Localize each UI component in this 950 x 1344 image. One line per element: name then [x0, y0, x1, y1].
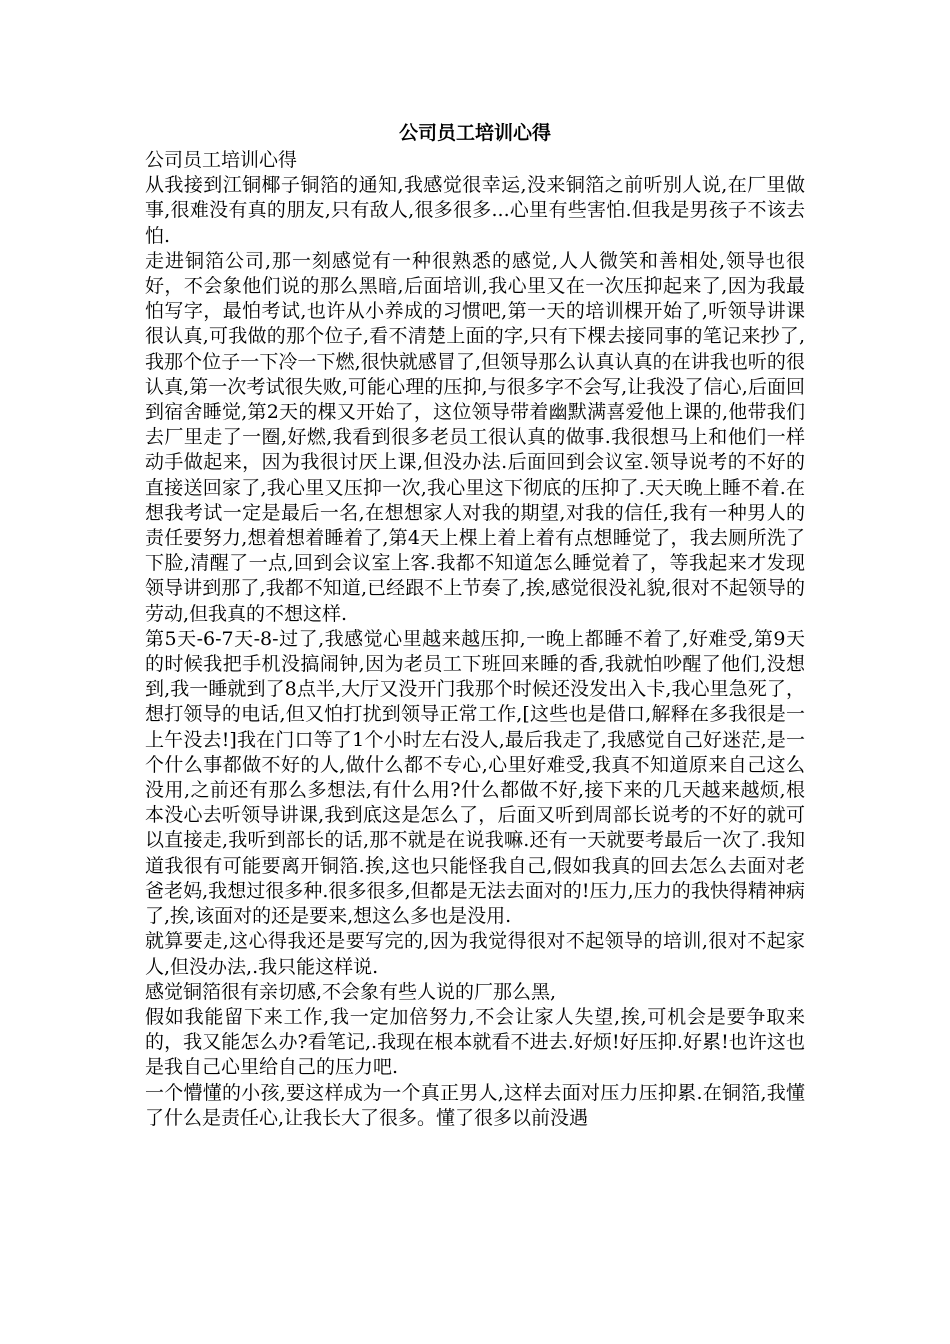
paragraph: 第5天-6-7天-8-过了,我感觉心里越来越压抑,一晚上都睡不着了,好难受,第9天的时候我把手机没搞闹钟,因为老员工下班回来睡的香,我就怕吵醒了他们,没想到,我一睡就到了8点半,大厅又没开门我那个时候还没发出入卡,我心里急死了，想打领导的电话,但又怕打扰到领导正常工作,[这些也是借口,解释在多我很是一上午没去!]我在门口等了1个小时左右没人,最后我走了,我感觉自己好迷茫,是一个什么事都做不好的人,做什么都不专心,心里好难受,我真不知道原来自己这么没用,之前还有那么多想法,有什么用?什么都做不好,接下来的几天越来越烦,根本没心去听领导讲课,我到底这是怎么了，后面又听到周部长说考的不好的就可以直接走,我听到部长的话,那不就是在说我嘛.还有一天就要考最后一次了.我知道我很有可能要离开铜箔.挨,这也只能怪我自己,假如我真的回去怎么去面对老爸老妈,我想过很多种.很多很多,但都是无法去面对的!压力,压力的我快得精神病了,挨,该面对的还是要来,想这么多也是没用.	[145, 627, 805, 928]
document-title: 公司员工培训心得	[398, 122, 551, 144]
paragraph: 感觉铜箔很有亲切感,不会象有些人说的厂那么黑,	[145, 980, 557, 1003]
paragraph: 走进铜箔公司,那一刻感觉有一种很熟悉的感觉,人人微笑和善相处,领导也很好，不会象他们说的那么黑暗,后面培训,我心里又在一次压抑起来了,因为我最怕写字，最怕考试,也许从小养成的习惯吧,第一天的培训棵开始了,听领导讲课很认真,可我做的那个位子,看不清楚上面的字,只有下棵去接同事的笔记来抄了,我那个位子一下冷一下燃,很快就感冒了,但领导那么认真认真的在讲我也听的很认真,第一次考试很失败,可能心理的压抑,与很多字不会写,让我没了信心,后面回到宿舍睡觉,第2天的棵又开始了，这位领导带着幽默满喜爱他上课的,他带我们去厂里走了一圈,好燃,我看到很多老员工很认真的做事.我很想马上和他们一样动手做起来，因为我很讨厌上课,但没办法.后面回到会议室.领导说考的不好的直接送回家了,我心里又压抑一次,我心里这下彻底的压抑了.天天晚上睡不着.在想我考试一定是最后一名,在想想家人对我的期望,对我的信任,我有一种男人的责任要努力,想着想着睡着了,第4天上棵上着上着有点想睡觉了，我去厕所洗了下脸,清醒了一点,回到会议室上客.我都不知道怎么睡觉着了，等我起来才发现领导讲到那了,我都不知道,已经跟不上节奏了,挨,感觉很没礼貌,很对不起领导的劳动,但我真的不想这样.	[145, 249, 805, 625]
paragraph-subtitle: 公司员工培训心得	[145, 149, 298, 171]
paragraph: 一个懵懂的小孩,要这样成为一个真正男人,这样去面对压力压抑累.在铜箔,我懂了什么是责任心,让我长大了很多。懂了很多以前没遇	[145, 1081, 805, 1129]
paragraph: 就算要走,这心得我还是要写完的,因为我觉得很对不起领导的培训,很对不起家人,但没办法,.我只能这样说.	[145, 930, 805, 978]
paragraph: 从我接到江铜椰子铜箔的通知,我感觉很幸运,没来铜箔之前听别人说,在厂里做事,很难没有真的朋友,只有敌人,很多很多...心里有些害怕.但我是男孩子不该去怕.	[145, 174, 805, 247]
paragraph: 假如我能留下来工作,我一定加倍努力,不会让家人失望,挨,可机会是要争取来的，我又能怎么办?看笔记,.我现在根本就看不进去.好烦!好压抑.好累!也许这也是我自己心里给自己的压力吧.	[145, 1005, 805, 1079]
document-page	[145, 118, 805, 1131]
document-body	[145, 148, 805, 1131]
